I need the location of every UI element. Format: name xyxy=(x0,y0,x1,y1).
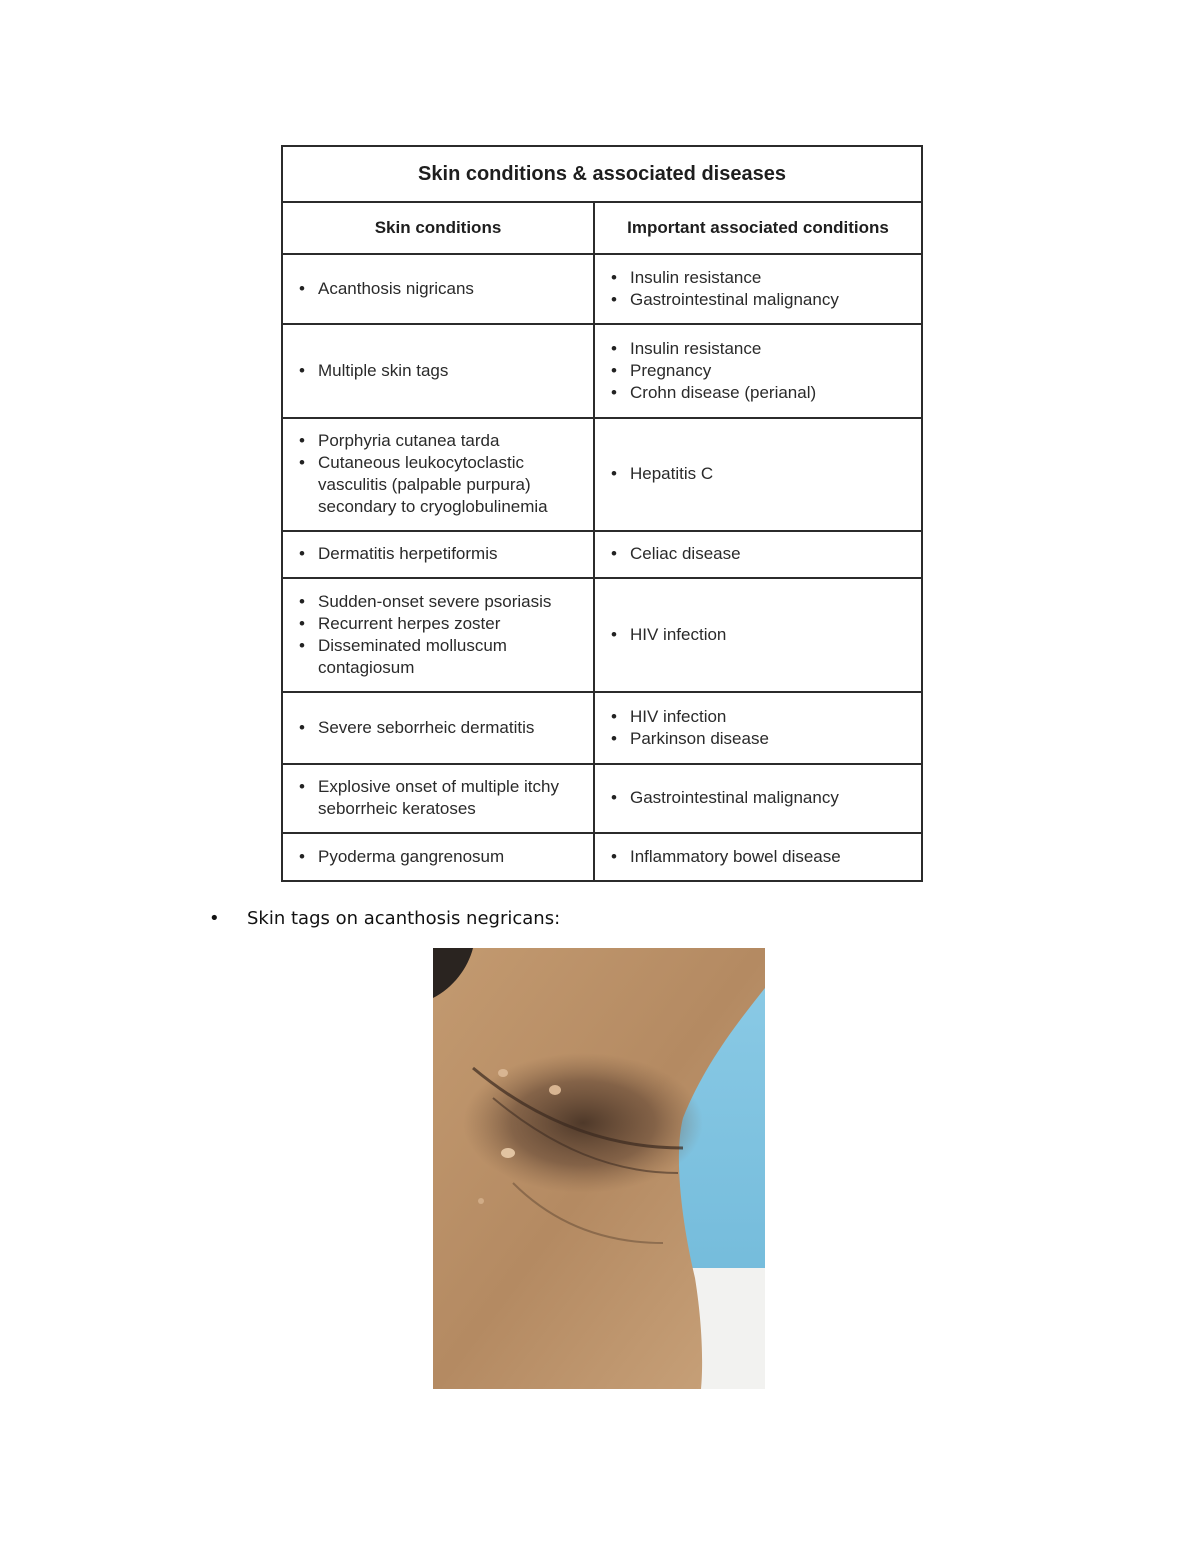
list-item-hiv-infection: • HIV infection xyxy=(630,624,921,646)
bullet-list xyxy=(283,278,593,300)
table-row xyxy=(282,578,922,692)
table-row xyxy=(282,254,922,324)
table-title: Skin conditions & associated diseases xyxy=(282,146,922,202)
bullet-list xyxy=(283,776,593,820)
bullet-list xyxy=(283,846,593,868)
associated-conditions-cell xyxy=(594,764,922,833)
table-row xyxy=(282,324,922,417)
list-item-acanthosis-nigricans: • Acanthosis nigricans xyxy=(318,278,593,300)
bullet-list xyxy=(595,338,921,404)
bullet-list xyxy=(595,624,921,646)
bullet-list xyxy=(283,717,593,739)
associated-conditions-cell xyxy=(594,254,922,324)
bullet-list xyxy=(283,591,593,679)
list-item-dermatitis-herpetiformis: • Dermatitis herpetiformis xyxy=(318,543,593,565)
list-item-pyoderma-gangrenosum: • Pyoderma gangrenosum xyxy=(318,846,593,868)
skin-conditions-cell xyxy=(282,578,594,692)
skin-conditions-cell xyxy=(282,324,594,417)
skin-conditions-cell xyxy=(282,692,594,763)
associated-conditions-cell xyxy=(594,531,922,578)
table-row xyxy=(282,418,922,531)
photo-skin-tag-4 xyxy=(478,1198,484,1204)
axilla-photo xyxy=(433,948,765,1389)
list-item-recurrent-herpes-zoster: • Recurrent herpes zoster xyxy=(318,613,593,635)
image-caption: Skin tags on acanthosis negricans: xyxy=(247,908,561,929)
photo-skin-tag-3 xyxy=(501,1148,515,1158)
bullet-list xyxy=(283,430,593,518)
bullet-list xyxy=(595,543,921,565)
list-item-hiv-infection: • HIV infection xyxy=(630,706,921,728)
list-item-gastrointestinal-malignancy: • Gastrointestinal malignancy xyxy=(630,787,921,809)
photo-skin-tag-1 xyxy=(498,1069,508,1077)
list-item-inflammatory-bowel-disease: • Inflammatory bowel disease xyxy=(630,846,921,868)
list-item-explosive-onset-of-multiple-itchy-seborr: • Explosive onset of multiple itchy seborrheic keratoses xyxy=(318,776,593,820)
associated-conditions-cell xyxy=(594,418,922,531)
list-item-crohn-disease-perianal: • Crohn disease (perianal) xyxy=(630,382,921,404)
column-header-associated-conditions: Important associated conditions xyxy=(594,202,922,254)
list-item-porphyria-cutanea-tarda: • Porphyria cutanea tarda xyxy=(318,430,593,452)
table-row xyxy=(282,833,922,881)
list-item-severe-seborrheic-dermatitis: • Severe seborrheic dermatitis xyxy=(318,717,593,739)
list-item-pregnancy: • Pregnancy xyxy=(630,360,921,382)
list-item-multiple-skin-tags: • Multiple skin tags xyxy=(318,360,593,382)
bullet-list xyxy=(595,463,921,485)
associated-conditions-cell xyxy=(594,833,922,881)
column-header-skin-conditions: Skin conditions xyxy=(282,202,594,254)
table-row xyxy=(282,764,922,833)
associated-conditions-cell xyxy=(594,692,922,763)
table-body xyxy=(282,254,922,881)
associated-conditions-cell xyxy=(594,324,922,417)
list-item-celiac-disease: • Celiac disease xyxy=(630,543,921,565)
skin-conditions-cell xyxy=(282,531,594,578)
list-item-disseminated-molluscum-contagiosum: • Disseminated molluscum contagiosum xyxy=(318,635,593,679)
list-item-gastrointestinal-malignancy: • Gastrointestinal malignancy xyxy=(630,289,921,311)
caption-bullet: • xyxy=(209,908,220,929)
skin-conditions-cell xyxy=(282,833,594,881)
bullet-list xyxy=(595,846,921,868)
bullet-list xyxy=(283,360,593,382)
skin-conditions-cell xyxy=(282,764,594,833)
list-item-insulin-resistance: • Insulin resistance xyxy=(630,267,921,289)
bullet-list xyxy=(595,706,921,750)
bullet-list xyxy=(283,543,593,565)
list-item-hepatitis-c: • Hepatitis C xyxy=(630,463,921,485)
skin-conditions-table xyxy=(281,145,923,882)
skin-conditions-cell xyxy=(282,254,594,324)
associated-conditions-cell xyxy=(594,578,922,692)
list-item-cutaneous-leukocytoclastic-vasculitis-pa: • Cutaneous leukocytoclastic vasculitis (palpable purpura) secondary to cryoglobulinemia xyxy=(318,452,593,518)
list-item-parkinson-disease: • Parkinson disease xyxy=(630,728,921,750)
photo-skin-tag-2 xyxy=(549,1085,561,1095)
list-item-sudden-onset-severe-psoriasis: • Sudden-onset severe psoriasis xyxy=(318,591,593,613)
bullet-list xyxy=(595,787,921,809)
table-row xyxy=(282,531,922,578)
table-row xyxy=(282,692,922,763)
bullet-list xyxy=(595,267,921,311)
list-item-insulin-resistance: • Insulin resistance xyxy=(630,338,921,360)
skin-conditions-cell xyxy=(282,418,594,531)
